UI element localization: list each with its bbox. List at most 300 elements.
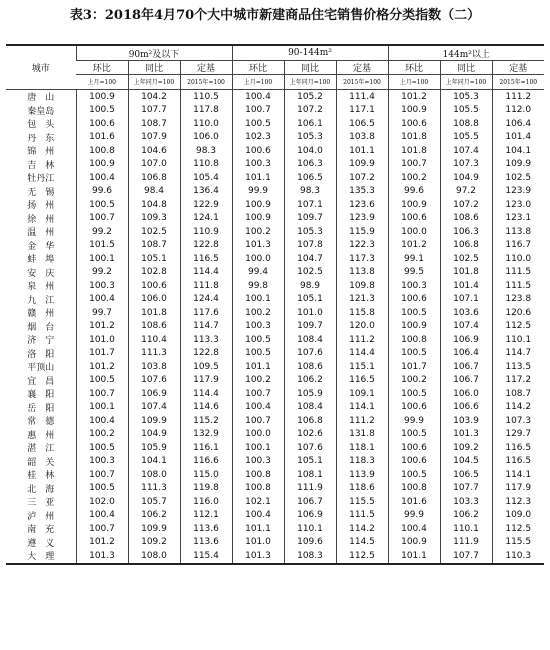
table-row [6,171,544,185]
value-cell: 99.1 [388,252,440,266]
base-header-0-0: 上月=100 [76,75,128,90]
sub-header-0-0: 环比 [76,61,128,75]
value-cell: 101.6 [388,495,440,509]
value-cell: 100.8 [232,468,284,482]
value-cell: 100.5 [76,198,128,212]
value-cell: 104.9 [440,171,492,185]
value-cell: 104.1 [492,144,544,158]
value-cell: 107.6 [128,374,180,388]
table-row [6,374,544,388]
table-row [6,90,544,104]
value-cell: 110.9 [180,225,232,239]
table-row [6,401,544,415]
table-row [6,239,544,253]
value-cell: 100.3 [232,320,284,334]
value-cell: 108.8 [440,117,492,131]
value-cell: 100.5 [388,428,440,442]
value-cell: 106.8 [440,239,492,253]
value-cell: 116.5 [336,374,388,388]
value-cell: 115.0 [180,468,232,482]
value-cell: 100.5 [76,482,128,496]
value-cell: 111.9 [440,536,492,550]
value-cell: 101.5 [76,239,128,253]
value-cell: 104.1 [128,455,180,469]
city-cell: 温 州 [27,228,55,239]
city-cell: 烟 台 [27,322,55,333]
city-cell: 安 庆 [27,268,55,279]
value-cell: 114.4 [336,347,388,361]
city-cell: 襄 阳 [27,390,55,401]
value-cell: 100.7 [232,387,284,401]
value-cell: 107.4 [440,320,492,334]
value-cell: 121.3 [336,293,388,307]
value-cell: 107.8 [284,239,336,253]
value-cell: 107.0 [128,158,180,172]
value-cell: 100.9 [388,536,440,550]
value-cell: 113.9 [336,468,388,482]
base-header-1-1: 上年同月=100 [284,75,336,90]
value-cell: 100.2 [76,428,128,442]
city-cell: 扬 州 [27,201,55,212]
value-cell: 114.1 [492,468,544,482]
city-cell: 大 理 [6,549,76,564]
value-cell: 100.6 [388,455,440,469]
table-row [6,225,544,239]
value-cell: 100.5 [232,333,284,347]
value-cell: 104.6 [128,144,180,158]
value-cell: 100.5 [232,117,284,131]
value-cell: 99.2 [76,225,128,239]
value-cell: 123.0 [492,198,544,212]
table-row [6,185,544,199]
value-cell: 101.2 [76,320,128,334]
value-cell: 107.3 [492,414,544,428]
value-cell: 101.8 [388,131,440,145]
value-cell: 124.1 [180,212,232,226]
table-row [6,428,544,442]
value-cell: 100.0 [232,428,284,442]
value-cell: 115.5 [336,495,388,509]
table-row [6,252,544,266]
value-cell: 106.6 [440,401,492,415]
city-cell: 吉 林 [27,160,55,171]
table-row [6,320,544,334]
table-row [6,306,544,320]
value-cell: 100.3 [76,279,128,293]
value-cell: 111.5 [336,509,388,523]
value-cell: 107.1 [440,293,492,307]
value-cell: 114.4 [180,387,232,401]
value-cell: 101.7 [388,360,440,374]
value-cell: 102.5 [492,171,544,185]
table-row [6,198,544,212]
value-cell: 123.9 [336,212,388,226]
value-cell: 100.3 [388,279,440,293]
value-cell: 100.2 [388,374,440,388]
value-cell: 115.2 [180,414,232,428]
value-cell: 100.1 [76,401,128,415]
city-cell: 湛 江 [27,444,55,455]
value-cell: 106.7 [284,495,336,509]
value-cell: 101.2 [388,90,440,104]
value-cell: 107.9 [128,131,180,145]
value-cell: 100.9 [232,198,284,212]
value-cell: 106.0 [180,131,232,145]
value-cell: 118.6 [336,482,388,496]
value-cell: 113.3 [180,333,232,347]
value-cell: 107.7 [440,482,492,496]
value-cell: 116.5 [492,441,544,455]
value-cell: 102.1 [232,495,284,509]
value-cell: 107.4 [128,401,180,415]
value-cell: 109.9 [336,158,388,172]
value-cell: 106.9 [440,333,492,347]
value-cell: 109.0 [492,509,544,523]
value-cell: 118.1 [336,441,388,455]
table-row [6,266,544,280]
value-cell: 109.8 [336,279,388,293]
table-row [6,549,544,564]
city-cell: 桂 林 [27,471,55,482]
table-row [6,131,544,145]
value-cell: 114.2 [336,522,388,536]
value-cell: 116.7 [492,239,544,253]
value-cell: 100.5 [388,387,440,401]
city-cell: 金 华 [27,241,55,252]
value-cell: 107.7 [440,549,492,564]
table-row [6,158,544,172]
value-cell: 100.6 [388,401,440,415]
price-index-table [6,44,544,565]
value-cell: 116.5 [180,252,232,266]
value-cell: 100.7 [76,212,128,226]
table-row [6,104,544,118]
table-row [6,482,544,496]
value-cell: 122.3 [336,239,388,253]
value-cell: 104.7 [284,252,336,266]
value-cell: 107.6 [284,347,336,361]
value-cell: 113.8 [492,225,544,239]
value-cell: 105.4 [180,171,232,185]
city-cell: 惠 州 [27,430,55,441]
city-cell: 锦 州 [27,147,55,158]
value-cell: 109.9 [128,522,180,536]
table-row [6,117,544,131]
value-cell: 106.4 [492,117,544,131]
value-cell: 102.5 [440,252,492,266]
value-cell: 100.5 [76,104,128,118]
value-cell: 108.7 [128,117,180,131]
value-cell: 116.5 [492,455,544,469]
value-cell: 100.3 [76,455,128,469]
value-cell: 100.4 [76,293,128,307]
value-cell: 100.4 [76,509,128,523]
value-cell: 109.9 [128,414,180,428]
value-cell: 111.5 [492,266,544,280]
value-cell: 98.3 [284,185,336,199]
value-cell: 100.1 [232,293,284,307]
value-cell: 101.1 [232,522,284,536]
value-cell: 110.0 [492,252,544,266]
value-cell: 106.0 [128,293,180,307]
base-header-row [6,75,544,90]
value-cell: 101.6 [76,131,128,145]
value-cell: 100.5 [76,441,128,455]
value-cell: 106.4 [440,347,492,361]
value-cell: 100.6 [388,293,440,307]
value-cell: 106.2 [440,509,492,523]
value-cell: 101.0 [232,536,284,550]
value-cell: 122.8 [180,347,232,361]
value-cell: 120.0 [336,320,388,334]
value-cell: 105.3 [440,90,492,104]
table-row [6,347,544,361]
value-cell: 101.7 [76,347,128,361]
value-cell: 107.6 [284,441,336,455]
value-cell: 106.1 [284,117,336,131]
value-cell: 101.2 [76,536,128,550]
value-cell: 111.2 [336,333,388,347]
city-cell: 包 头 [27,120,55,131]
base-header-2-0: 上月=100 [388,75,440,90]
page-title: 表3：2018年4月70个大中城市新建商品住宅销售价格分类指数（二） [69,8,481,23]
value-cell: 100.7 [388,158,440,172]
value-cell: 111.5 [492,279,544,293]
value-cell: 101.0 [76,333,128,347]
value-cell: 110.3 [492,549,544,564]
base-header-1-2: 2015年=100 [336,75,388,90]
value-cell: 112.0 [492,104,544,118]
value-cell: 110.0 [180,117,232,131]
table-row [6,536,544,550]
value-cell: 103.6 [440,306,492,320]
value-cell: 106.5 [336,117,388,131]
value-cell: 100.8 [232,482,284,496]
value-cell: 105.1 [284,455,336,469]
value-cell: 106.0 [440,387,492,401]
city-cell: 韶 关 [27,457,55,468]
value-cell: 108.7 [492,387,544,401]
value-cell: 98.3 [180,144,232,158]
table-header [6,45,544,90]
value-cell: 110.8 [180,158,232,172]
value-cell: 100.1 [232,441,284,455]
value-cell: 105.5 [440,104,492,118]
value-cell: 114.4 [180,266,232,280]
table-row [6,522,544,536]
value-cell: 101.1 [232,171,284,185]
value-cell: 104.5 [440,455,492,469]
value-cell: 116.1 [180,441,232,455]
value-cell: 100.5 [232,347,284,361]
value-cell: 101.3 [440,428,492,442]
value-cell: 109.2 [128,536,180,550]
value-cell: 110.1 [440,522,492,536]
value-cell: 104.9 [128,428,180,442]
value-cell: 112.3 [492,495,544,509]
value-cell: 100.8 [76,144,128,158]
city-cell: 遵 义 [27,538,55,549]
sub-header-2-2: 定基 [492,61,544,75]
table-row [6,279,544,293]
city-cell: 岳 阳 [27,403,55,414]
table-row [6,455,544,469]
value-cell: 100.6 [388,117,440,131]
value-cell: 101.8 [440,266,492,280]
value-cell: 105.1 [284,293,336,307]
value-cell: 107.1 [284,198,336,212]
value-cell: 100.4 [76,414,128,428]
table-row [6,441,544,455]
city-cell: 济 宁 [27,336,55,347]
table-row [6,212,544,226]
value-cell: 105.9 [128,441,180,455]
value-cell: 100.4 [76,171,128,185]
group-header-medium: 90-144m² [232,45,388,61]
value-cell: 103.9 [440,414,492,428]
value-cell: 117.8 [180,104,232,118]
value-cell: 97.2 [440,185,492,199]
value-cell: 123.9 [492,185,544,199]
value-cell: 108.0 [128,549,180,564]
value-cell: 106.2 [284,374,336,388]
value-cell: 109.9 [492,158,544,172]
value-cell: 100.5 [76,374,128,388]
value-cell: 99.6 [76,185,128,199]
value-cell: 113.8 [336,266,388,280]
value-cell: 115.5 [492,536,544,550]
value-cell: 114.7 [180,320,232,334]
value-cell: 100.8 [388,333,440,347]
value-cell: 101.3 [232,549,284,564]
value-cell: 115.8 [336,306,388,320]
table-row [6,468,544,482]
value-cell: 100.5 [388,347,440,361]
value-cell: 111.3 [128,482,180,496]
city-cell: 北 海 [27,484,55,495]
value-cell: 100.8 [388,482,440,496]
value-cell: 109.7 [284,212,336,226]
value-cell: 123.8 [492,293,544,307]
value-cell: 102.5 [128,225,180,239]
base-header-2-1: 上年同月=100 [440,75,492,90]
value-cell: 101.1 [232,360,284,374]
value-cell: 100.6 [232,144,284,158]
city-cell: 牡丹江 [27,174,55,185]
value-cell: 99.9 [388,414,440,428]
value-cell: 112.5 [492,522,544,536]
value-cell: 100.7 [76,522,128,536]
value-cell: 100.6 [388,212,440,226]
value-cell: 117.3 [336,252,388,266]
value-cell: 123.1 [492,212,544,226]
value-cell: 110.4 [128,333,180,347]
value-cell: 110.1 [284,522,336,536]
value-cell: 101.4 [440,279,492,293]
value-cell: 105.2 [284,90,336,104]
value-cell: 116.6 [180,455,232,469]
sub-header-0-1: 同比 [128,61,180,75]
value-cell: 102.5 [284,266,336,280]
value-cell: 109.2 [440,441,492,455]
value-cell: 98.9 [284,279,336,293]
value-cell: 132.9 [180,428,232,442]
table-row [6,360,544,374]
value-cell: 100.9 [388,198,440,212]
value-cell: 100.7 [232,104,284,118]
value-cell: 117.2 [492,374,544,388]
value-cell: 101.3 [232,239,284,253]
value-cell: 110.5 [180,90,232,104]
value-cell: 100.4 [232,401,284,415]
value-cell: 104.0 [284,144,336,158]
value-cell: 105.9 [284,387,336,401]
value-cell: 135.3 [336,185,388,199]
value-cell: 111.8 [180,279,232,293]
value-cell: 115.1 [336,360,388,374]
value-cell: 102.3 [232,131,284,145]
city-cell: 秦皇岛 [27,106,55,117]
base-header-0-2: 2015年=100 [180,75,232,90]
value-cell: 100.2 [232,306,284,320]
value-cell: 100.6 [388,441,440,455]
value-cell: 99.9 [232,185,284,199]
value-cell: 108.4 [284,333,336,347]
city-cell: 泸 州 [27,511,55,522]
city-cell: 蚌 埠 [27,255,55,266]
city-cell: 唐 山 [27,93,55,104]
value-cell: 131.8 [336,428,388,442]
value-cell: 101.8 [388,144,440,158]
value-cell: 108.6 [284,360,336,374]
value-cell: 122.8 [180,239,232,253]
value-cell: 105.5 [440,131,492,145]
group-header-small: 90m²及以下 [76,45,232,61]
value-cell: 109.7 [284,320,336,334]
value-cell: 106.8 [128,171,180,185]
value-cell: 100.9 [232,212,284,226]
city-cell: 泉 州 [27,282,55,293]
value-cell: 100.3 [232,158,284,172]
value-cell: 107.3 [440,158,492,172]
value-cell: 100.6 [76,117,128,131]
value-cell: 98.4 [128,185,180,199]
value-cell: 101.2 [388,239,440,253]
value-cell: 117.9 [492,482,544,496]
value-cell: 100.7 [76,468,128,482]
city-cell: 常 德 [27,417,55,428]
value-cell: 101.2 [76,360,128,374]
value-cell: 106.5 [284,171,336,185]
value-cell: 100.1 [76,252,128,266]
value-cell: 107.4 [440,144,492,158]
value-cell: 101.0 [284,306,336,320]
value-cell: 115.4 [180,549,232,564]
value-cell: 100.3 [232,455,284,469]
table-row [6,414,544,428]
value-cell: 99.5 [388,266,440,280]
value-cell: 106.7 [440,360,492,374]
value-cell: 100.9 [76,90,128,104]
value-cell: 115.9 [336,225,388,239]
value-cell: 100.2 [232,374,284,388]
value-cell: 118.3 [336,455,388,469]
value-cell: 106.8 [284,414,336,428]
value-cell: 110.1 [492,333,544,347]
base-header-2-2: 2015年=100 [492,75,544,90]
group-header-large: 144m²以上 [388,45,544,61]
value-cell: 106.5 [440,468,492,482]
